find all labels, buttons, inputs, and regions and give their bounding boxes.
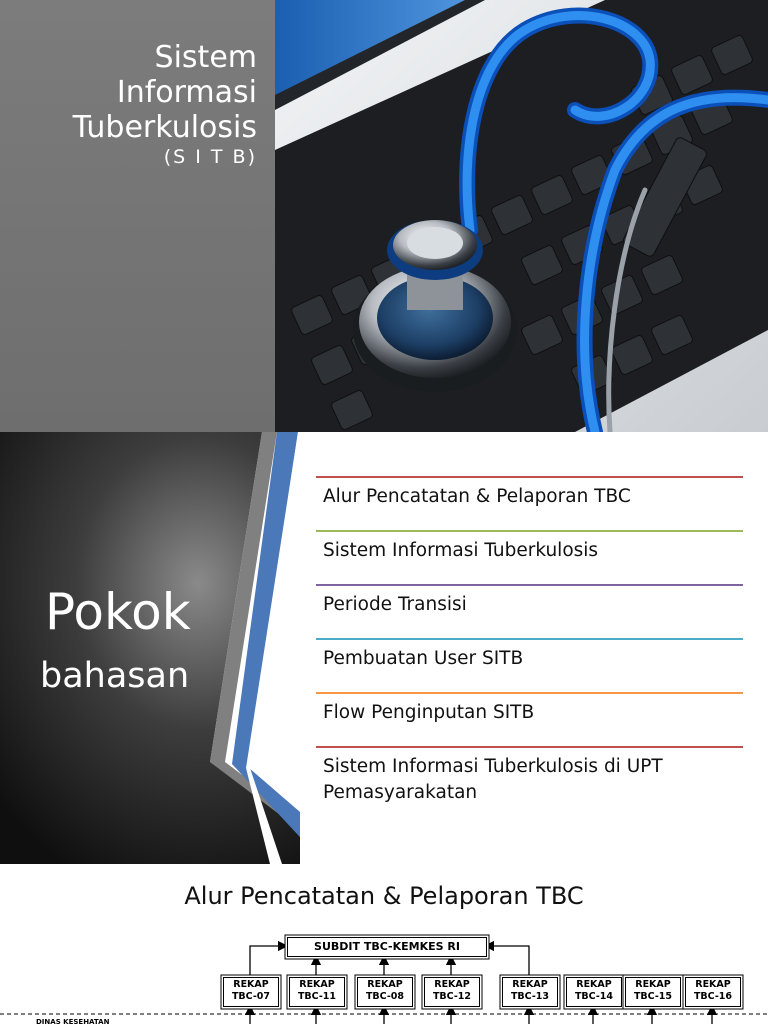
title-line-3: Tuberkulosis: [72, 110, 257, 145]
rekap-box-line1: REKAP: [233, 979, 269, 990]
rekap-box-line1: REKAP: [695, 979, 731, 990]
rekap-box: [424, 977, 480, 1007]
rekap-box-line2: TBC-13: [510, 991, 550, 1002]
agenda-item: [316, 476, 743, 530]
subdit-tbc-box: SUBDIT TBC-KEMKES RI: [287, 937, 487, 957]
agenda-heading-line1: Pokok: [45, 583, 191, 641]
rekap-box: [685, 977, 741, 1007]
title-panel: [0, 0, 275, 432]
dinas-kesehatan-label: DINAS KESEHATAN: [36, 1018, 110, 1024]
rekap-box: [289, 977, 345, 1007]
flow-title: Alur Pencatatan & Pelaporan TBC: [184, 882, 584, 910]
rekap-box-line2: TBC-08: [365, 991, 405, 1002]
agenda-item-label: Alur Pencatatan & Pelaporan TBC: [323, 486, 631, 507]
slide-title: [7, 40, 257, 169]
rekap-box: [502, 977, 558, 1007]
agenda-item-label: Flow Penginputan SITB: [323, 702, 535, 723]
rekap-box-line2: TBC-15: [633, 991, 673, 1002]
rekap-box: [223, 977, 279, 1007]
rekap-box-line2: TBC-11: [297, 991, 337, 1002]
rekap-box-line1: REKAP: [576, 979, 612, 990]
agenda-item-label: Sistem Informasi Tuberkulosis: [323, 540, 599, 561]
agenda-item: [316, 638, 743, 692]
flow-slide: [0, 864, 768, 1024]
rekap-box-line1: REKAP: [635, 979, 671, 990]
keyboard-stethoscope-photo: [275, 0, 768, 432]
rekap-box-line1: REKAP: [299, 979, 335, 990]
agenda-side-panel: [0, 432, 300, 864]
agenda-item-label: Periode Transisi: [323, 594, 467, 615]
agenda-item: [316, 530, 743, 584]
agenda-item: [316, 746, 743, 824]
agenda-item: [316, 584, 743, 638]
rekap-box: [566, 977, 622, 1007]
title-slide: [0, 0, 768, 432]
rekap-box-line1: REKAP: [367, 979, 403, 990]
rekap-box-line1: REKAP: [434, 979, 470, 990]
rekap-box-line2: TBC-14: [574, 991, 614, 1002]
rekap-box-line2: TBC-16: [693, 991, 733, 1002]
agenda-item: [316, 692, 743, 746]
title-line-1: Sistem: [154, 40, 257, 75]
rekap-box-line2: TBC-07: [231, 991, 271, 1002]
agenda-slide: [0, 432, 768, 864]
agenda-item-label: Sistem Informasi Tuberkulosis di UPT Pemasyarakatan: [323, 756, 663, 803]
title-subtitle: (S I T B): [163, 146, 257, 168]
rekap-box: [357, 977, 413, 1007]
rekap-box-line1: REKAP: [512, 979, 548, 990]
agenda-heading-line2: bahasan: [40, 656, 190, 696]
title-line-2: Informasi: [116, 75, 257, 110]
agenda-list: [316, 476, 743, 824]
rekap-box: [625, 977, 681, 1007]
agenda-item-label: Pembuatan User SITB: [323, 648, 524, 669]
rekap-box-line2: TBC-12: [432, 991, 472, 1002]
